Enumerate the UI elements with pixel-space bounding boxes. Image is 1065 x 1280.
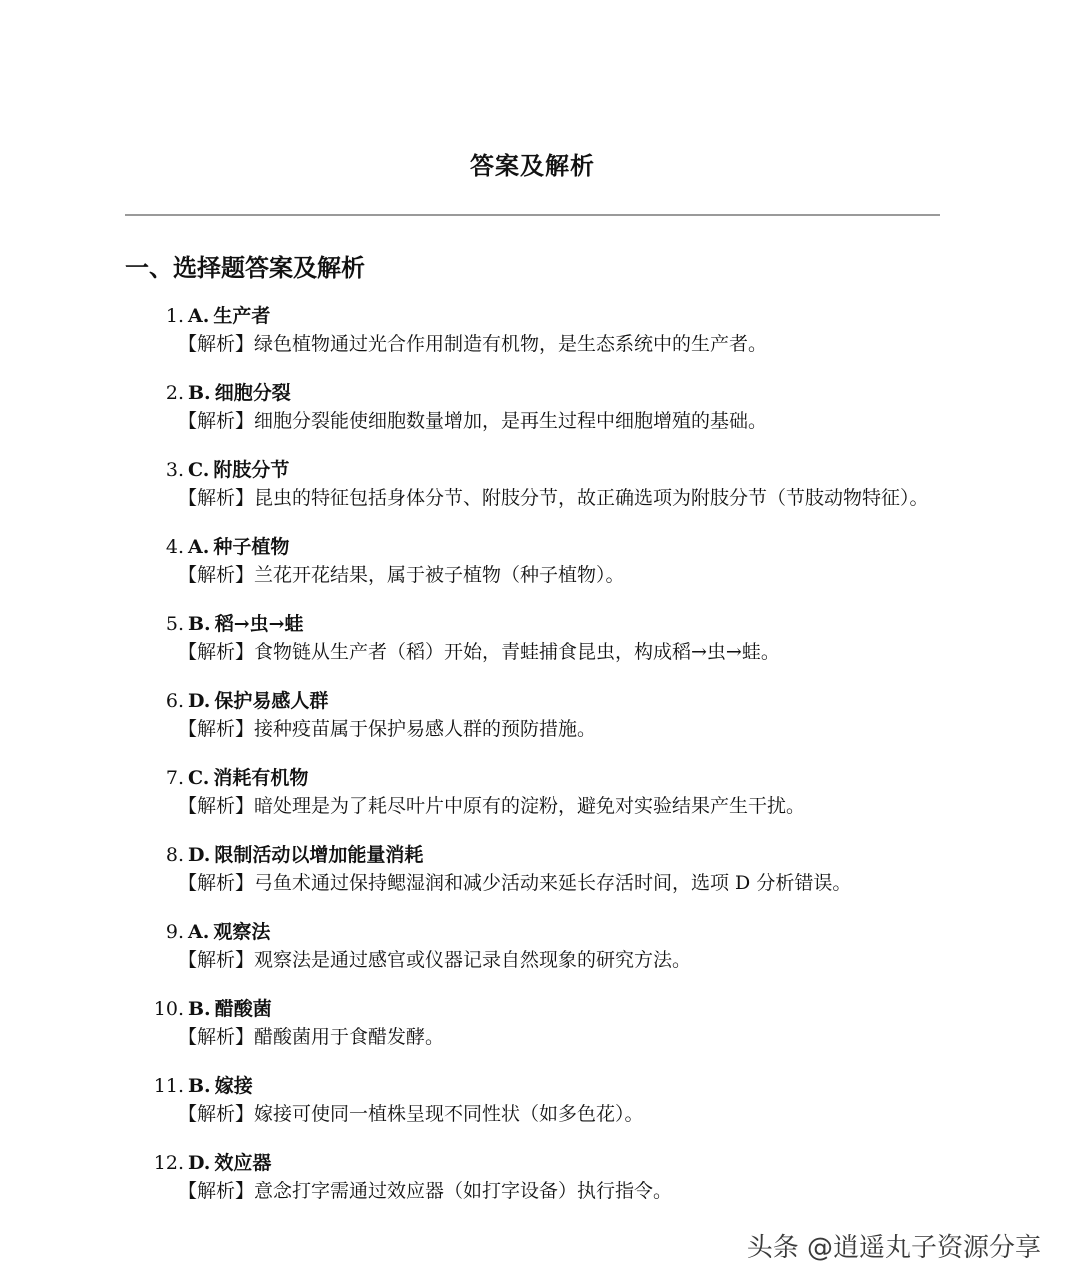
answer-item (150, 841, 950, 897)
explanation-text: 观察法是通过感官或仪器记录自然现象的研究方法。 (254, 949, 692, 971)
item-number: 2. (165, 382, 184, 404)
answer-item (150, 995, 950, 1051)
explanation-tag: 【解析】 (178, 1180, 255, 1202)
option-letter: B. (188, 998, 211, 1020)
option-letter: B. (188, 382, 211, 404)
option-letter: B. (188, 1075, 211, 1097)
answer-item (150, 533, 950, 589)
item-number: 8. (165, 844, 184, 866)
explanation-tag: 【解析】 (178, 1103, 255, 1125)
answer-heading (165, 841, 950, 870)
explanation (178, 331, 948, 358)
answer-heading (165, 764, 950, 793)
explanation (178, 870, 948, 897)
answer-item (150, 687, 950, 743)
answer-item (150, 610, 950, 666)
answer-text: 保护易感人群 (214, 690, 329, 712)
item-number: 6. (165, 690, 184, 712)
explanation-tag: 【解析】 (178, 410, 255, 432)
answer-heading (165, 610, 950, 639)
explanation-tag: 【解析】 (178, 949, 255, 971)
option-letter: D. (188, 844, 211, 866)
explanation-text: 细胞分裂能使细胞数量增加，是再生过程中细胞增殖的基础。 (254, 410, 768, 432)
answer-item (150, 1149, 950, 1205)
explanation-text: 昆虫的特征包括身体分节、附肢分节，故正确选项为附肢分节（节肢动物特征）。 (254, 487, 929, 509)
explanation-text: 嫁接可使同一植株呈现不同性状（如多色花）。 (254, 1103, 644, 1125)
explanation (178, 639, 948, 666)
answer-text: 醋酸菌 (214, 998, 272, 1020)
answer-text: 观察法 (213, 921, 271, 943)
explanation (178, 947, 948, 974)
answer-heading (165, 533, 950, 562)
explanation (178, 1178, 948, 1205)
answer-text: 生产者 (213, 305, 271, 327)
section-heading: 一、选择题答案及解析 (125, 253, 365, 282)
explanation (178, 562, 948, 589)
explanation-tag: 【解析】 (178, 872, 255, 894)
explanation (178, 1024, 948, 1051)
explanation (178, 485, 948, 512)
item-number: 11. (153, 1075, 184, 1097)
explanation-tag: 【解析】 (178, 641, 255, 663)
answer-item (150, 1072, 950, 1128)
explanation-tag: 【解析】 (178, 795, 255, 817)
explanation-text: 意念打字需通过效应器（如打字设备）执行指令。 (254, 1180, 673, 1202)
answer-text: 种子植物 (213, 536, 290, 558)
option-letter: D. (188, 1152, 211, 1174)
answer-heading (153, 1149, 950, 1178)
answer-text: 附肢分节 (213, 459, 290, 481)
item-number: 3. (165, 459, 184, 481)
answer-heading (165, 918, 950, 947)
explanation (178, 408, 948, 435)
explanation-text: 食物链从生产者（稻）开始，青蛙捕食昆虫，构成稻→虫→蛙。 (254, 641, 780, 663)
item-number: 7. (165, 767, 184, 789)
answer-text: 限制活动以增加能量消耗 (214, 844, 424, 866)
explanation-tag: 【解析】 (178, 1026, 255, 1048)
explanation-text: 醋酸菌用于食醋发酵。 (254, 1026, 445, 1048)
explanation-tag: 【解析】 (178, 487, 255, 509)
explanation (178, 793, 948, 820)
answer-item (150, 918, 950, 974)
option-letter: D. (188, 690, 211, 712)
option-letter: A. (188, 536, 210, 558)
option-letter: A. (188, 305, 210, 327)
option-letter: B. (188, 613, 211, 635)
explanation (178, 716, 948, 743)
answer-item (150, 456, 950, 512)
item-number: 10. (153, 998, 184, 1020)
explanation-text: 接种疫苗属于保护易感人群的预防措施。 (254, 718, 597, 740)
answer-heading (165, 456, 950, 485)
answer-heading (165, 379, 950, 408)
option-letter: C. (188, 459, 210, 481)
answer-text: 细胞分裂 (214, 382, 291, 404)
explanation-tag: 【解析】 (178, 718, 255, 740)
option-letter: A. (188, 921, 210, 943)
item-number: 12. (153, 1152, 184, 1174)
answer-list (150, 302, 950, 1226)
answer-item (150, 764, 950, 820)
answer-item (150, 379, 950, 435)
explanation-tag: 【解析】 (178, 333, 255, 355)
explanation-text: 兰花开花结果，属于被子植物（种子植物）。 (254, 564, 625, 586)
explanation-tag: 【解析】 (178, 564, 255, 586)
item-number: 9. (165, 921, 184, 943)
item-number: 5. (165, 613, 184, 635)
answer-text: 消耗有机物 (213, 767, 309, 789)
explanation (178, 1101, 948, 1128)
explanation-text: 暗处理是为了耗尽叶片中原有的淀粉，避免对实验结果产生干扰。 (254, 795, 806, 817)
answer-heading (153, 1072, 950, 1101)
title-divider (125, 214, 940, 216)
answer-text: 嫁接 (214, 1075, 253, 1097)
option-letter: C. (188, 767, 210, 789)
explanation-text: 弓鱼术通过保持鳃湿润和减少活动来延长存活时间，选项 D 分析错误。 (254, 872, 852, 894)
answer-text: 稻→虫→蛙 (214, 613, 304, 635)
item-number: 4. (165, 536, 184, 558)
answer-heading (165, 687, 950, 716)
page-title: 答案及解析 (470, 151, 595, 180)
item-number: 1. (165, 305, 184, 327)
watermark: 头条 @逍遥丸子资源分享 (746, 1233, 1041, 1263)
answer-heading (153, 995, 950, 1024)
explanation-text: 绿色植物通过光合作用制造有机物，是生态系统中的生产者。 (254, 333, 768, 355)
answer-item (150, 302, 950, 358)
answer-heading (165, 302, 950, 331)
answer-text: 效应器 (214, 1152, 272, 1174)
